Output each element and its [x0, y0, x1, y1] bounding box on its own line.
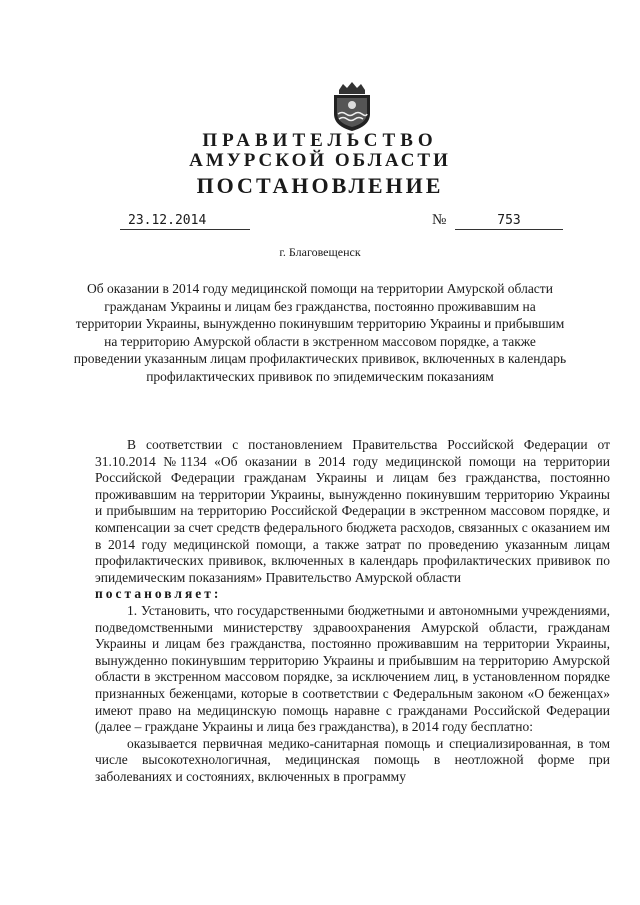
document-number: 753	[455, 213, 563, 230]
item-1-subparagraph: оказывается первичная медико-санитарная помощь и специализированная, в том числе высокотехнологичная, медицинская помощь в неотложной форме при заболеваниях и состояниях, включенных в программу	[95, 735, 610, 784]
document-body	[95, 437, 610, 785]
preamble-paragraph: В соответствии с постановлением Правительства Российской Федерации от 31.10.2014 №1134 «Об оказании в 2014 году медицинской помощи на территории Российской Федерации гражданам Украины и лицам без гражданства, постоянно проживавшим на территории Украины, вынужденно покинувшим территорию Украины и прибывшим на территорию Российской Федерации в экстренном массовом порядке, и компенсации за счет средств федерального бюджета расходов, связанных с оказанием им в 2014 году медицинской помощи, а также затрат по проведению указанным лицам профилактических прививок, включенных в календарь профилактических прививок по эпидемическим показаниям» Правительство Амурской области	[95, 437, 610, 585]
document-title: Об оказании в 2014 году медицинской помощи на территории Амурской области гражданам Украины и лицам без гражданства, постоянно проживавшим на территории Украины, вынужденно покинувшим территорию Украины и прибывшим на территорию Амурской области в экстренном массовом порядке, а также проведении указанным лицам профилактических прививок, включенных в календарь профилактических прививок по эпидемическим показаниям	[73, 281, 567, 384]
resolves-heading: постановляет:	[95, 586, 222, 602]
document-type: ПОСТАНОВЛЕНИЕ	[196, 173, 444, 198]
number-label: №	[432, 212, 447, 228]
document-date: 23.12.2014	[120, 213, 250, 230]
city: г. Благовещенск	[279, 245, 361, 259]
item-1-paragraph: 1. Установить, что государственными бюджетными и автономными учреждениями, подведомственными министерству здравоохранения Амурской области, гражданам Украины и лицам без гражданства, постоянно проживавшим на территории Украины, вынужденно покинувшим территорию Украины и прибывшим на территорию Амурской области в экстренном массовом порядке, за исключением лиц, в установленном порядке признанных беженцами, которые в соответствии с Федеральным законом «О беженцах» имеют право на медицинскую помощь наравне с гражданами Российской Федерации (далее – граждане Украины и лица без гражданства), в 2014 году бесплатно:	[95, 602, 610, 735]
coat-of-arms-icon	[329, 80, 375, 132]
region-title: АМУРСКОЙ ОБЛАСТИ	[189, 150, 451, 171]
government-title: ПРАВИТЕЛЬСТВО	[202, 130, 438, 151]
